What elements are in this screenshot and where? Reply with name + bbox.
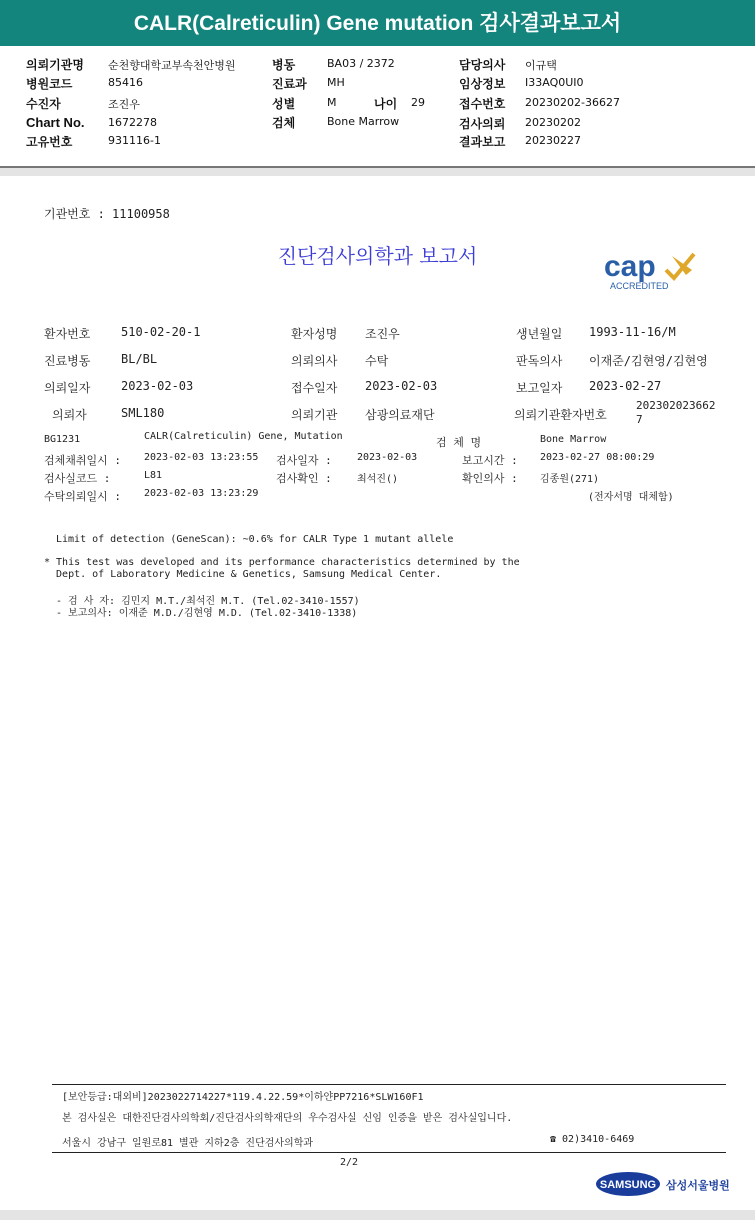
label-specimen: 검체	[272, 116, 296, 130]
detail-label: 확인의사 :	[462, 472, 518, 485]
test-name: CALR(Calreticulin) Gene, Mutation	[144, 431, 343, 442]
grid-label: 의뢰자	[52, 408, 87, 422]
detail-label: 검체채취일시 :	[44, 454, 122, 467]
label-sex: 성별	[272, 97, 296, 111]
label-ward: 병동	[272, 58, 296, 72]
disclaimer-line-1: * This test was developed and its performance characteristics determined by the	[44, 557, 520, 568]
detail-value: 2023-02-03 13:23:55	[144, 452, 259, 463]
label-request-date: 검사의뢰	[459, 117, 506, 131]
label-unique-no: 고유번호	[26, 135, 73, 149]
limit-of-detection: Limit of detection (GeneScan): ~0.6% for CALR Type 1 mutant allele	[56, 534, 454, 545]
tester-info: - 검 사 자: 김민지 M.T./최석진 M.T. (Tel.02-3410-1557)	[56, 596, 360, 607]
security-code: [보안등급:대외비]2023022714227*119.4.22.59*이하얀PP7216*SLW160F1	[62, 1092, 424, 1103]
value-patient: 조진우	[108, 98, 140, 111]
grid-value: BL/BL	[121, 352, 158, 366]
detail-label: 수탁의뢰일시 :	[44, 490, 122, 503]
grid-value: SML180	[121, 406, 165, 420]
value-hospital: 순천향대학교부속천안병원	[108, 59, 236, 72]
report-heading: 진단검사의학과 보고서	[277, 244, 478, 268]
institution-number: 기관번호 : 11100958	[44, 207, 170, 221]
disclaimer-line-2: Dept. of Laboratory Medicine & Genetics, Samsung Medical Center.	[44, 569, 442, 580]
footer-divider	[52, 1152, 726, 1153]
detail-value: 최석진()	[357, 474, 399, 485]
value-department: MH	[327, 76, 345, 89]
value-sex: M	[327, 96, 337, 109]
value-age: 29	[411, 96, 425, 109]
value-specimen: Bone Marrow	[327, 115, 400, 128]
label-chart-no: Chart No.	[26, 115, 85, 130]
grid-label: 생년월일	[516, 327, 563, 341]
cap-accredited-logo	[602, 248, 702, 292]
detail-label: 검사확인 :	[276, 472, 332, 485]
samsung-wordmark: SAMSUNG	[599, 1179, 657, 1191]
samsung-hospital-logo	[596, 1170, 736, 1202]
label-doctor: 담당의사	[459, 58, 506, 72]
label-clinical-info: 임상정보	[459, 77, 506, 91]
value-ward: BA03 / 2372	[327, 57, 395, 70]
cap-logo-text: cap	[604, 250, 656, 283]
cap-accredited-text: ACCREDITED	[610, 281, 669, 291]
detail-value: L81	[144, 470, 163, 481]
grid-value: 삼광의료재단	[365, 408, 435, 422]
grid-value: 2023-02-03	[365, 379, 438, 393]
value-report-date: 20230227	[525, 134, 581, 147]
grid-label: 의뢰일자	[44, 381, 91, 395]
value-request-date: 20230202	[525, 116, 581, 129]
grid-label: 보고일자	[516, 381, 563, 395]
grid-value: 202302023662	[636, 399, 716, 412]
reporting-doctor-info: - 보고의사: 이재준 M.D./김현영 M.D. (Tel.02-3410-1338)	[56, 608, 358, 619]
detail-label: 보고시간 :	[462, 454, 518, 467]
value-hospital-code: 85416	[108, 76, 143, 89]
grid-value: 510-02-20-1	[121, 325, 201, 339]
grid-label: 진료병동	[44, 354, 91, 368]
page-bottom-bar	[0, 1210, 755, 1220]
value-receipt-no: 20230202-36627	[525, 96, 620, 109]
test-code: BG1231	[44, 434, 81, 445]
e-signature-note: (전자서명 대체함)	[588, 492, 674, 503]
value-clinical-info: I33AQ0UI0	[525, 76, 584, 89]
lab-address: 서울시 강남구 일원로81 별관 지하2층 진단검사의학과	[62, 1138, 314, 1149]
grid-value: 수탁	[365, 354, 389, 368]
specimen-label: 검 체 명	[436, 436, 482, 449]
label-receipt-no: 접수번호	[459, 97, 506, 111]
specimen-value: Bone Marrow	[540, 434, 607, 445]
certification-statement: 본 검사실은 대한진단검사의학회/진단검사의학재단의 우수검사실 신임 인증을 받은 검사실입니다.	[62, 1113, 513, 1124]
value-unique-no: 931116-1	[108, 134, 161, 147]
value-chart-no: 1672278	[108, 116, 157, 129]
page-separator	[0, 168, 755, 176]
grid-value: 7	[636, 413, 643, 426]
detail-value: 김종원(271)	[540, 474, 600, 485]
grid-value: 2023-02-27	[589, 379, 662, 393]
patient-header	[0, 46, 755, 168]
label-report-date: 결과보고	[459, 135, 506, 149]
page-number: 2/2	[340, 1157, 359, 1168]
label-department: 진료과	[272, 77, 307, 91]
report-title: CALR(Calreticulin) Gene mutation 검사결과보고서	[133, 12, 622, 35]
detail-label: 검사일자 :	[276, 454, 332, 467]
value-doctor: 이규택	[525, 59, 557, 72]
detail-value: 2023-02-03 13:23:29	[144, 488, 259, 499]
label-age: 나이	[374, 97, 398, 111]
detail-value: 2023-02-03	[357, 452, 418, 463]
report-title-banner	[0, 0, 755, 46]
footer-divider	[52, 1084, 726, 1085]
detail-value: 2023-02-27 08:00:29	[540, 452, 655, 463]
grid-label: 환자번호	[44, 327, 91, 341]
grid-value: 1993-11-16/M	[589, 325, 676, 339]
grid-label: 판독의사	[516, 354, 563, 368]
grid-label: 의뢰기관	[291, 408, 338, 422]
label-hospital-code: 병원코드	[26, 77, 73, 91]
grid-value: 이재준/김현영/김현영	[589, 354, 708, 368]
label-hospital: 의뢰기관명	[26, 58, 84, 72]
grid-label: 환자성명	[291, 327, 338, 341]
grid-value: 2023-02-03	[121, 379, 194, 393]
grid-value: 조진우	[365, 327, 400, 341]
lab-phone: ☎ 02)3410-6469	[550, 1134, 635, 1145]
grid-label: 접수일자	[291, 381, 338, 395]
detail-label: 검사실코드 :	[44, 472, 111, 485]
grid-label: 의뢰기관환자번호	[514, 408, 607, 422]
hospital-name: 삼성서울병원	[666, 1179, 730, 1192]
grid-label: 의뢰의사	[291, 354, 338, 368]
label-patient: 수진자	[26, 97, 61, 111]
